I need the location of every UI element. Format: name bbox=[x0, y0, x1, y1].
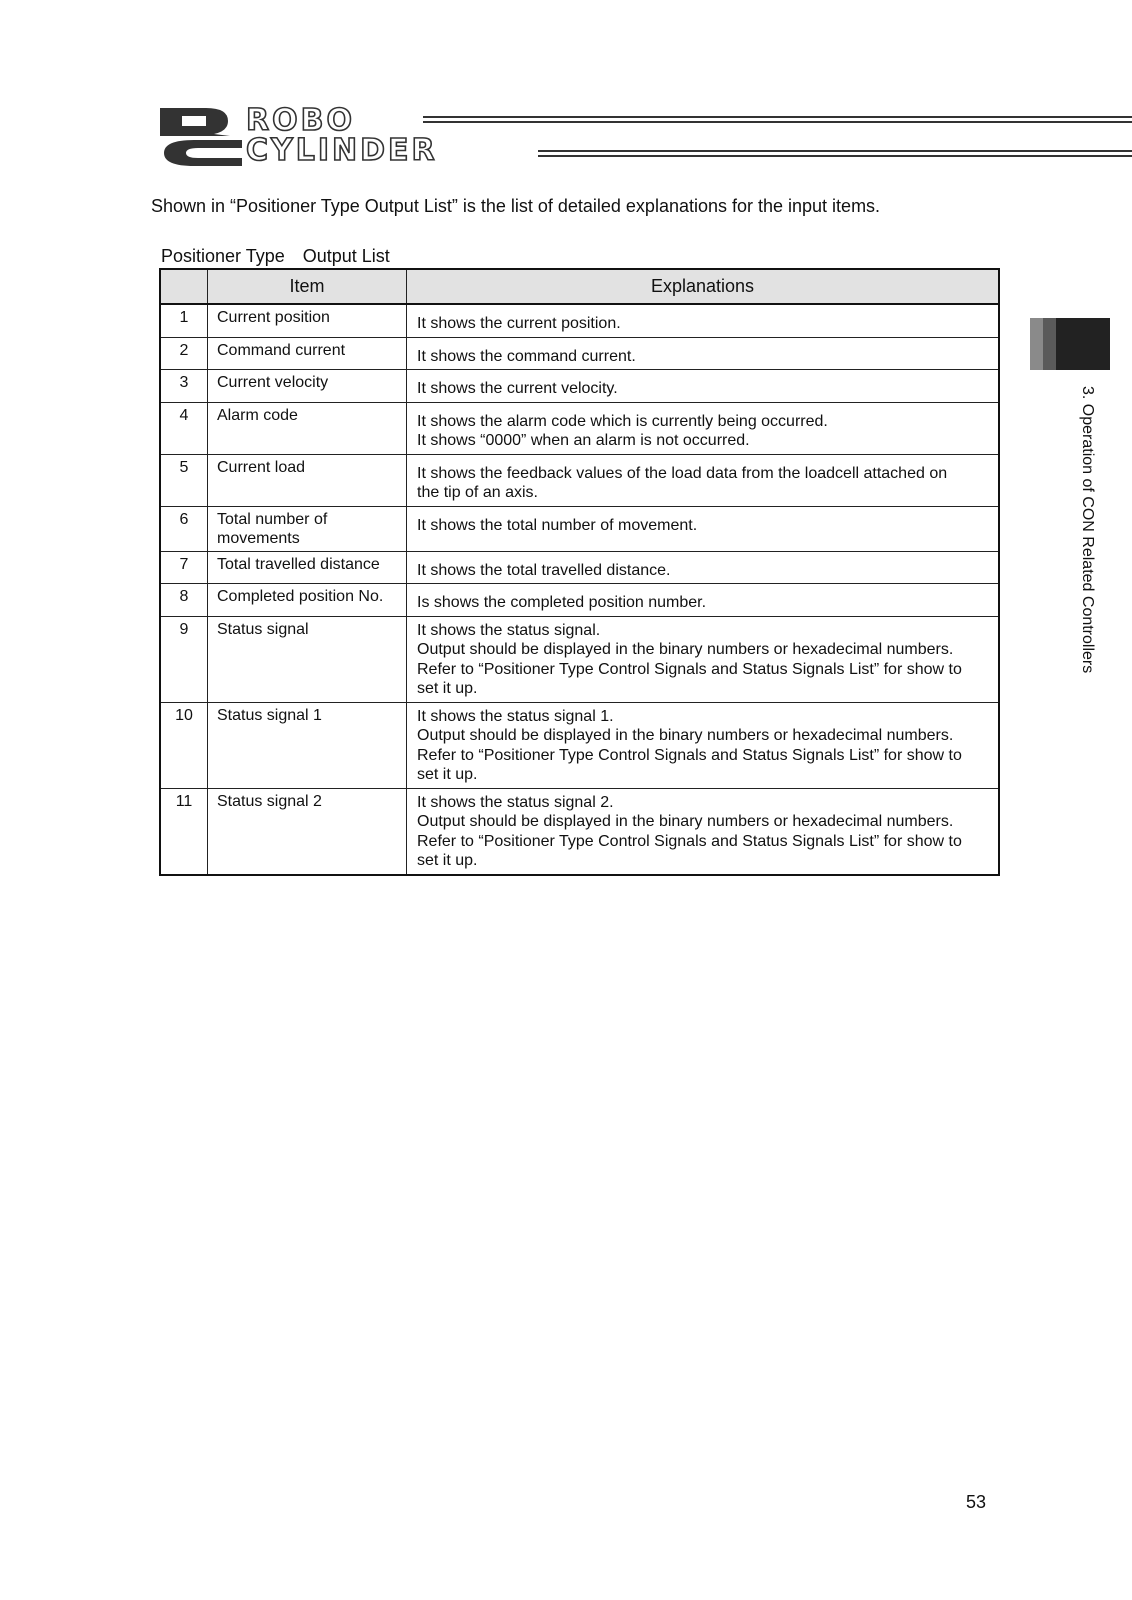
table-row bbox=[160, 337, 999, 370]
explanation-line: set it up. bbox=[417, 766, 478, 783]
explanation-line: It shows the total number of movement. bbox=[417, 516, 698, 534]
row-number: 4 bbox=[160, 402, 208, 454]
explanation-line: Output should be displayed in the binary numbers or hexadecimal numbers. bbox=[417, 813, 954, 830]
table-caption bbox=[161, 246, 390, 267]
row-item: Total travelled distance bbox=[208, 551, 407, 584]
chapter-side-label: 3. Operation of CON Related Controllers bbox=[1079, 386, 1096, 674]
explanation-line: set it up. bbox=[417, 852, 478, 869]
header-rule-top bbox=[423, 116, 1132, 123]
header-explanations: Explanations bbox=[407, 269, 1000, 304]
row-item: Command current bbox=[208, 337, 407, 370]
explanation-line: Refer to “Positioner Type Control Signals and Status Signals List” for show to bbox=[417, 832, 962, 850]
explanation-line: Refer to “Positioner Type Control Signals and Status Signals List” for show to bbox=[417, 746, 962, 764]
explanation-line: It shows the total travelled distance. bbox=[417, 561, 671, 579]
rc-logo-mark bbox=[158, 106, 244, 168]
explanation-line: It shows the feedback values of the load data from the loadcell attached on bbox=[417, 464, 948, 482]
row-item: Total number of movements bbox=[208, 506, 407, 551]
logo-word-cylinder: CYLINDER bbox=[246, 133, 438, 168]
explanation-line: It shows the current position. bbox=[417, 315, 621, 332]
row-number: 2 bbox=[160, 337, 208, 370]
explanation-line: Refer to “Positioner Type Control Signals and Status Signals List” for show to bbox=[417, 660, 962, 678]
header-number-cell bbox=[160, 269, 208, 304]
explanation-line: It shows the current velocity. bbox=[417, 380, 618, 397]
explanation-line: Output should be displayed in the binary numbers or hexadecimal numbers. bbox=[417, 727, 954, 744]
row-explanation bbox=[407, 702, 1000, 788]
row-item: Current velocity bbox=[208, 370, 407, 403]
logo-word-robo: ROBO bbox=[246, 103, 355, 138]
row-explanation bbox=[407, 788, 1000, 875]
table-row bbox=[160, 506, 999, 551]
row-explanation bbox=[407, 337, 1000, 370]
explanation-line: It shows the status signal 2. bbox=[417, 793, 614, 811]
row-number: 5 bbox=[160, 454, 208, 506]
table-row bbox=[160, 370, 999, 403]
row-explanation bbox=[407, 584, 1000, 617]
row-explanation bbox=[407, 370, 1000, 403]
row-explanation bbox=[407, 402, 1000, 454]
row-item: Status signal 2 bbox=[208, 788, 407, 875]
caption-part-2: Output List bbox=[302, 246, 390, 266]
explanation-line: It shows “0000” when an alarm is not occurred. bbox=[417, 432, 750, 449]
row-item: Alarm code bbox=[208, 402, 407, 454]
table-row bbox=[160, 551, 999, 584]
row-explanation bbox=[407, 551, 1000, 584]
row-number: 3 bbox=[160, 370, 208, 403]
row-number: 6 bbox=[160, 506, 208, 551]
intro-paragraph: Shown in “Positioner Type Output List” is the list of detailed explanations for the input items. bbox=[151, 196, 881, 216]
caption-part-1: Positioner Type bbox=[161, 246, 285, 266]
row-number: 10 bbox=[160, 702, 208, 788]
row-item: Current position bbox=[208, 304, 407, 337]
explanation-line: It shows the status signal 1. bbox=[417, 707, 614, 725]
explanation-line: Output should be displayed in the binary numbers or hexadecimal numbers. bbox=[417, 641, 954, 658]
row-explanation bbox=[407, 454, 1000, 506]
explanation-line: Is shows the completed position number. bbox=[417, 594, 707, 611]
table-row bbox=[160, 702, 999, 788]
table-body bbox=[160, 304, 999, 875]
output-list-table bbox=[159, 268, 1000, 876]
row-number: 1 bbox=[160, 304, 208, 337]
explanation-line: the tip of an axis. bbox=[417, 484, 538, 501]
table-row bbox=[160, 584, 999, 617]
explanation-line: It shows the status signal. bbox=[417, 621, 601, 639]
row-number: 7 bbox=[160, 551, 208, 584]
explanation-line: It shows the command current. bbox=[417, 347, 636, 365]
table-header-row bbox=[160, 269, 999, 304]
explanation-line: It shows the alarm code which is currently being occurred. bbox=[417, 412, 828, 430]
row-item: Current load bbox=[208, 454, 407, 506]
table-row bbox=[160, 788, 999, 875]
row-item: Status signal bbox=[208, 616, 407, 702]
page-number: 53 bbox=[966, 1492, 987, 1512]
row-item: Status signal 1 bbox=[208, 702, 407, 788]
row-number: 11 bbox=[160, 788, 208, 875]
row-item: Completed position No. bbox=[208, 584, 407, 617]
row-number: 9 bbox=[160, 616, 208, 702]
header-item: Item bbox=[208, 269, 407, 304]
row-number: 8 bbox=[160, 584, 208, 617]
table-row bbox=[160, 304, 999, 337]
table-row bbox=[160, 454, 999, 506]
row-explanation bbox=[407, 506, 1000, 551]
row-explanation bbox=[407, 304, 1000, 337]
explanation-line: set it up. bbox=[417, 680, 478, 697]
header-rule-bottom bbox=[538, 150, 1132, 157]
robo-cylinder-logo bbox=[158, 103, 988, 168]
table-row bbox=[160, 616, 999, 702]
row-explanation bbox=[407, 616, 1000, 702]
table-row bbox=[160, 402, 999, 454]
chapter-tab bbox=[1030, 318, 1110, 370]
